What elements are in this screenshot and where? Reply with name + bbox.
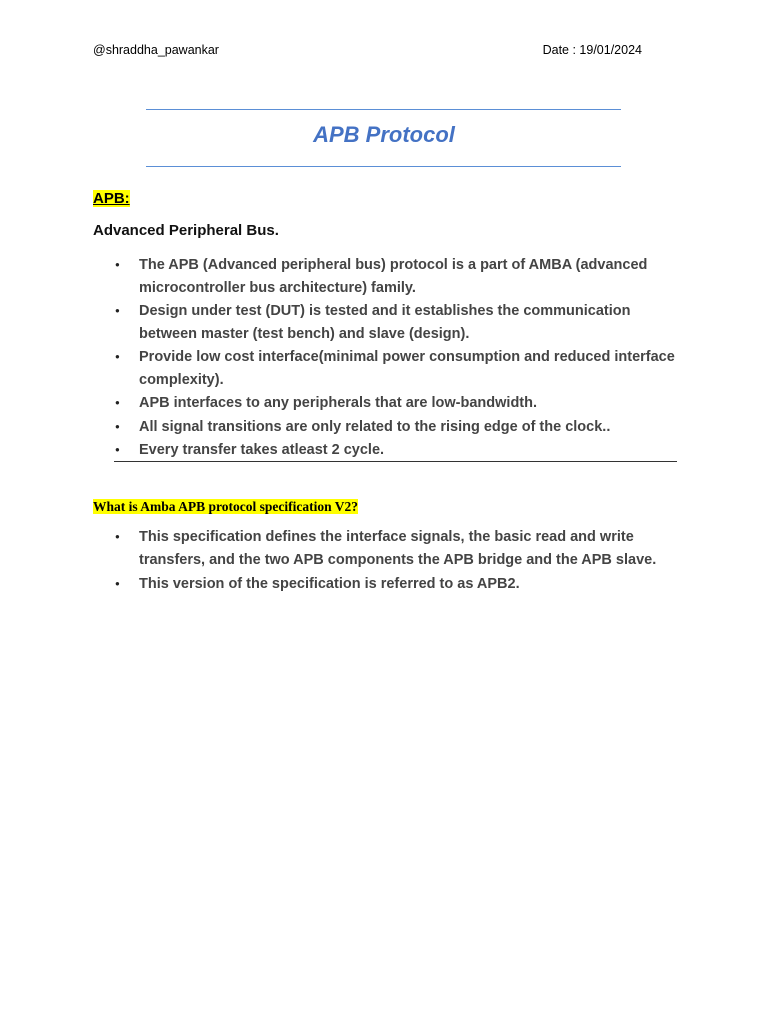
section-label-apb <box>93 190 130 207</box>
spec-bullet-list <box>93 526 678 597</box>
section-label-text: APB: <box>93 190 130 207</box>
page-header <box>93 43 642 57</box>
list-item: ● Every transfer takes atleast 2 cycle. <box>93 439 678 462</box>
list-item: ● APB interfaces to any peripherals that are low-bandwidth. <box>93 392 678 415</box>
list-item: ● This specification defines the interface signals, the basic read and write transfers, and the two APB components the APB bridge and the APB slave. <box>93 526 678 571</box>
apb-bullet-list <box>93 254 678 463</box>
list-item: ● This version of the specification is referred to as APB2. <box>93 573 678 596</box>
question-text: What is Amba APB protocol specification V2? <box>93 499 359 514</box>
list-item: ● All signal transitions are only related to the rising edge of the clock.. <box>93 416 678 439</box>
list-item: ● Design under test (DUT) is tested and it establishes the communication between master (test bench) and slave (design). <box>93 300 678 345</box>
list-item: ● Provide low cost interface(minimal power consumption and reduced interface complexity). <box>93 346 678 391</box>
title-rule-bottom <box>146 166 621 167</box>
section-heading-question <box>93 499 358 515</box>
author-handle: @shraddha_pawankar <box>93 43 219 57</box>
section-divider <box>114 461 677 462</box>
title-rule-top <box>146 109 621 110</box>
page-title: APB Protocol <box>313 122 455 147</box>
document-date: Date : 19/01/2024 <box>542 43 642 57</box>
section-subtitle: Advanced Peripheral Bus. <box>93 222 279 239</box>
list-item: ● The APB (Advanced peripheral bus) protocol is a part of AMBA (advanced microcontroller bus architecture) family. <box>93 254 678 299</box>
